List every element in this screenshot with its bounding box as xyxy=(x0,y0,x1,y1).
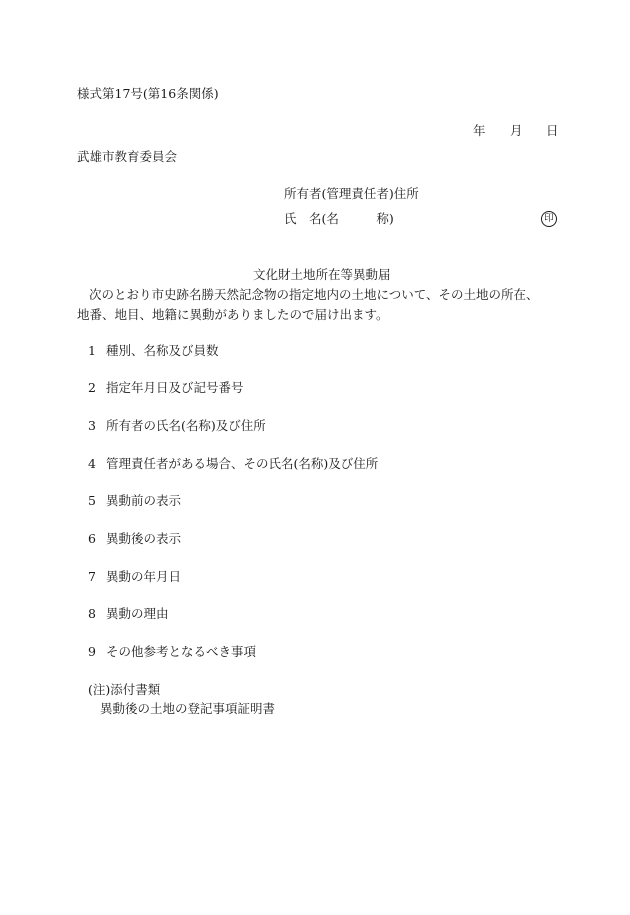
name-label: 氏 名(名 称) xyxy=(284,211,394,226)
item-text: 所有者の氏名(名称)及び住所 xyxy=(106,418,266,433)
address-label: 所有者(管理責任者)住所 xyxy=(284,186,419,201)
list-item xyxy=(88,382,244,395)
item-number: 1 xyxy=(88,343,96,358)
seal-mark xyxy=(541,211,557,227)
list-item xyxy=(88,571,181,584)
date-day-label: 日 xyxy=(546,123,559,138)
note-label: (注)添付書類 xyxy=(88,682,161,697)
item-text: 指定年月日及び記号番号 xyxy=(106,380,244,395)
item-number: 7 xyxy=(88,569,96,584)
item-text: 異動前の表示 xyxy=(106,493,182,508)
list-item xyxy=(88,420,266,433)
item-number: 4 xyxy=(88,456,96,471)
seal-icon: 印 xyxy=(541,211,557,227)
item-number: 6 xyxy=(88,531,96,546)
list-item xyxy=(88,458,378,471)
form-number: 様式第17号(第16条関係) xyxy=(77,86,219,101)
document-title: 文化財土地所在等異動届 xyxy=(253,267,391,282)
list-item xyxy=(88,608,169,621)
list-item xyxy=(88,495,181,508)
item-text: 異動の年月日 xyxy=(106,569,182,584)
item-text: 種別、名称及び員数 xyxy=(106,343,219,358)
list-item xyxy=(88,533,181,546)
item-text: 管理責任者がある場合、その氏名(名称)及び住所 xyxy=(106,456,379,471)
item-text: 異動後の表示 xyxy=(106,531,182,546)
addressee: 武雄市教育委員会 xyxy=(77,149,178,164)
note-content: 異動後の土地の登記事項証明書 xyxy=(100,701,276,716)
item-number: 8 xyxy=(88,606,96,621)
body-paragraph: 次のとおり市史跡名勝天然記念物の指定地内の土地について、その土地の所在、地番、地目、地籍に異動がありましたので届け出ます。 xyxy=(77,287,539,322)
date-year-label: 年 xyxy=(473,123,486,138)
item-number: 3 xyxy=(88,418,96,433)
item-number: 2 xyxy=(88,380,96,395)
date-month-label: 月 xyxy=(510,123,523,138)
item-number: 9 xyxy=(88,644,96,659)
item-text: 異動の理由 xyxy=(106,606,169,621)
list-item xyxy=(88,345,219,358)
list-item xyxy=(88,646,256,659)
item-text: その他参考となるべき事項 xyxy=(106,644,257,659)
item-number: 5 xyxy=(88,493,96,508)
